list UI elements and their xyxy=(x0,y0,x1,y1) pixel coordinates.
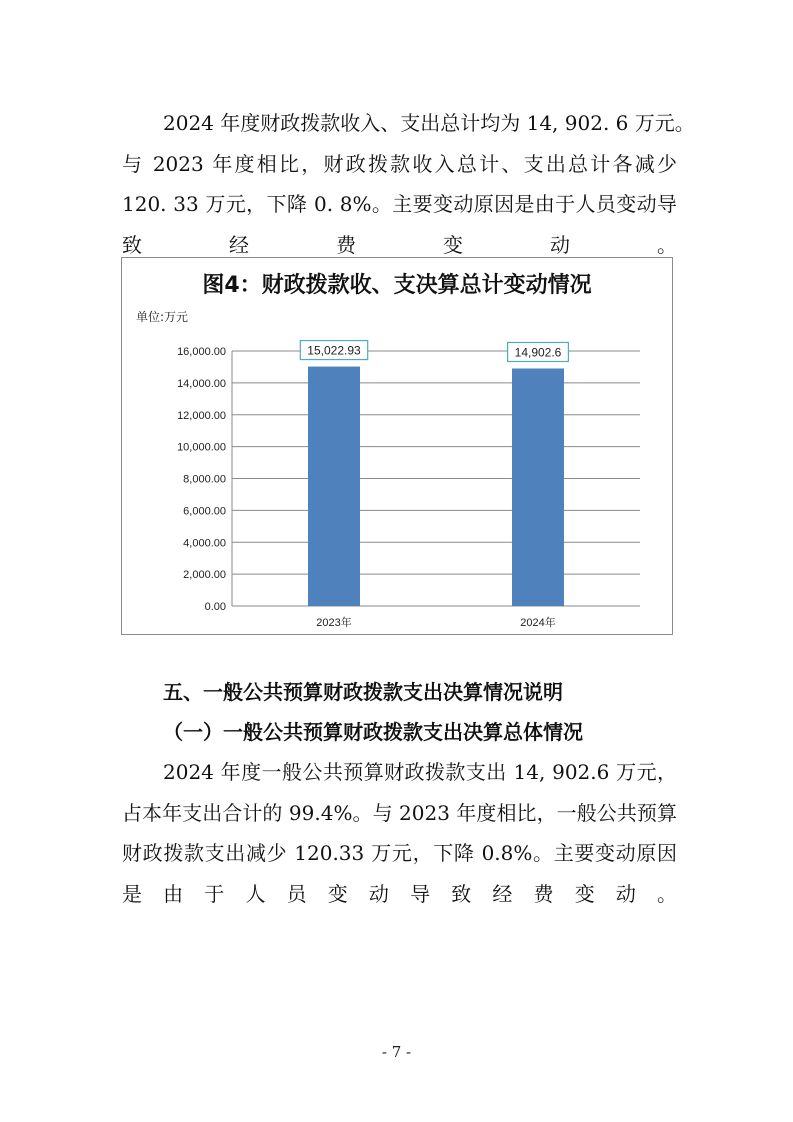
page-number: - 7 - xyxy=(381,1043,412,1061)
section-line-4: 是由于人员变动导致经费变动。 xyxy=(122,882,677,907)
y-tick-label: 16,000.00 xyxy=(177,346,226,358)
intro-line-2: 与 2023 年度相比，财政拨款收入总计、支出总计各减少 xyxy=(122,151,677,176)
section-line-1: 2024 年度一般公共预算财政拨款支出 14, 902.6 万元， xyxy=(163,760,677,784)
y-tick-label: 14,000.00 xyxy=(177,377,226,390)
chart-container xyxy=(121,257,673,635)
y-tick-label: 8,000.00 xyxy=(183,473,226,486)
y-tick-label: 10,000.00 xyxy=(177,441,226,454)
y-tick-label: 4,000.00 xyxy=(183,537,226,550)
section-line-2: 占本年支出合计的 99.4%。与 2023 年度相比，一般公共预算 xyxy=(122,800,677,825)
bar xyxy=(308,367,360,606)
y-tick-label: 6,000.00 xyxy=(183,505,226,518)
y-tick-label: 2,000.00 xyxy=(183,569,226,582)
y-tick-label: 12,000.00 xyxy=(177,409,226,422)
x-tick-label: 2023年 xyxy=(316,617,352,629)
chart-title: 图4：财政拨款收、支决算总计变动情况 xyxy=(202,273,592,298)
x-tick-label: 2024年 xyxy=(520,617,556,629)
data-label: 14,902.6 xyxy=(514,345,562,360)
bar-chart xyxy=(122,258,672,634)
bar xyxy=(512,368,564,606)
data-label: 15,022.93 xyxy=(307,343,361,358)
intro-line-1: 2024 年度财政拨款收入、支出总计均为 14, 902. 6 万元。 xyxy=(163,111,695,135)
subsection-heading: （一）一般公共预算财政拨款支出决算总体情况 xyxy=(163,720,583,744)
section-line-3: 财政拨款支出减少 120.33 万元，下降 0.8%。主要变动原因 xyxy=(122,841,677,866)
intro-paragraph xyxy=(122,103,695,266)
intro-line-4: 致经费变动。 xyxy=(122,233,677,258)
section-heading: 五、一般公共预算财政拨款支出决算情况说明 xyxy=(163,680,563,704)
chart-unit-label: 单位:万元 xyxy=(136,310,189,324)
y-tick-label: 0.00 xyxy=(204,601,226,613)
section-paragraph xyxy=(122,752,677,915)
intro-line-3: 120. 33 万元，下降 0. 8%。主要变动原因是由于人员变动导 xyxy=(122,192,677,217)
